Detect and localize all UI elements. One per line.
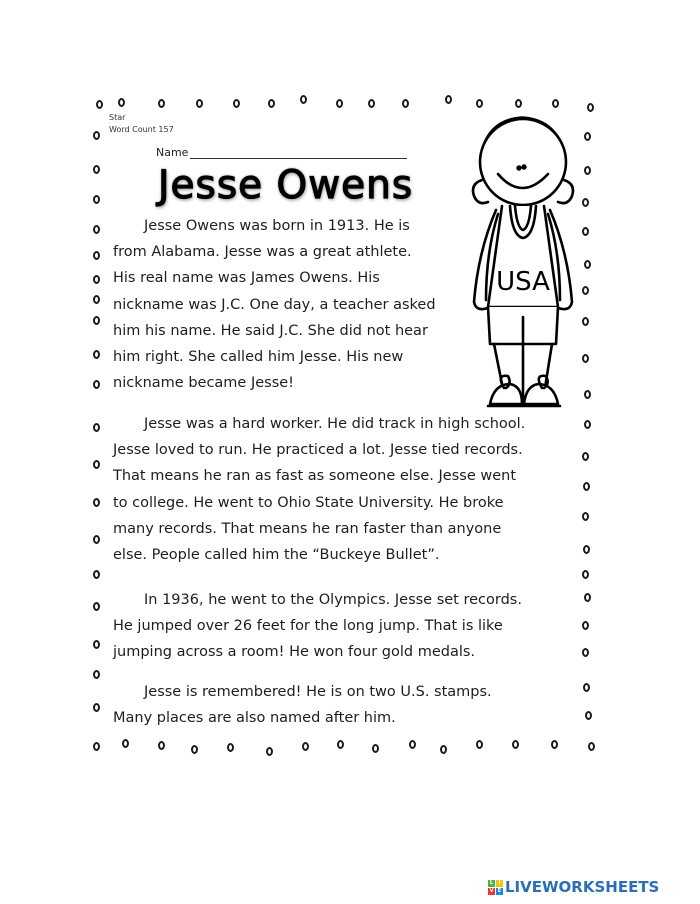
border-circle-bottom <box>93 742 100 751</box>
border-circle-left <box>93 703 100 712</box>
text-line: Jesse loved to run. He practiced a lot. Jesse tied records. <box>113 442 523 459</box>
border-circle-top <box>552 99 559 108</box>
brand-name: LIVEWORKSHEETS <box>505 878 660 896</box>
border-circle-top <box>118 98 125 107</box>
name-label: Name <box>156 146 189 159</box>
text-line: Many places are also named after him. <box>113 710 396 727</box>
border-circle-top <box>196 99 203 108</box>
border-circle-top <box>300 95 307 104</box>
border-circle-left <box>93 165 100 174</box>
border-circle-right <box>582 648 589 657</box>
border-circle-bottom <box>227 743 234 752</box>
level-label: Star <box>109 113 126 122</box>
border-circle-right <box>583 683 590 692</box>
border-circle-right <box>585 711 592 720</box>
text-line: In 1936, he went to the Olympics. Jesse set records. <box>144 592 522 608</box>
text-line: He jumped over 26 feet for the long jump. That is like <box>113 618 503 635</box>
worksheet-title: Jesse Owens <box>158 163 414 208</box>
border-circle-bottom <box>476 740 483 749</box>
border-circle-left <box>93 225 100 234</box>
border-circle-left <box>93 423 100 432</box>
border-circle-bottom <box>440 745 447 754</box>
border-circle-left <box>93 570 100 579</box>
border-circle-left <box>93 670 100 679</box>
paragraph-4 <box>113 679 492 731</box>
text-line: nickname became Jesse! <box>113 375 294 392</box>
border-circle-bottom <box>512 740 519 749</box>
border-circle-left <box>93 195 100 204</box>
border-circle-top <box>445 95 452 104</box>
text-line: else. People called him the “Buckeye Bullet”. <box>113 547 440 564</box>
paragraph-1 <box>113 213 436 396</box>
border-circle-right <box>584 593 591 602</box>
border-circle-left <box>93 275 100 284</box>
word-count-label: Word Count 157 <box>109 125 174 134</box>
logo-letter: L <box>489 879 494 886</box>
border-circle-bottom <box>122 739 129 748</box>
border-circle-bottom <box>409 740 416 749</box>
border-circle-left <box>93 295 100 304</box>
border-circle-bottom <box>337 740 344 749</box>
paragraph-3 <box>113 587 522 666</box>
border-circle-right <box>583 545 590 554</box>
border-circle-top <box>402 99 409 108</box>
boy-athlete-illustration <box>460 112 590 417</box>
text-line: Jesse Owens was born in 1913. He is <box>144 218 410 234</box>
logo-letter: E <box>497 887 502 894</box>
logo-letter: V <box>489 887 494 894</box>
border-circle-top <box>158 99 165 108</box>
text-line: That means he ran as fast as someone else. Jesse went <box>113 468 517 485</box>
text-line: Jesse was a hard worker. He did track in high school. <box>144 416 526 432</box>
border-circle-left <box>93 316 100 325</box>
border-circle-left <box>93 535 100 544</box>
live-logo-mark-icon <box>488 880 503 895</box>
border-circle-bottom <box>372 744 379 753</box>
border-circle-right <box>582 512 589 521</box>
text-line: from Alabama. Jesse was a great athlete. <box>113 244 412 261</box>
border-circle-top <box>336 99 343 108</box>
border-circle-left <box>93 602 100 611</box>
border-circle-right <box>583 482 590 491</box>
border-circle-right <box>582 452 589 461</box>
border-circle-left <box>93 498 100 507</box>
border-circle-top <box>476 99 483 108</box>
border-circle-right <box>582 621 589 630</box>
text-line: him right. She called him Jesse. His new <box>113 349 404 366</box>
text-line: His real name was James Owens. His <box>113 270 380 287</box>
border-circle-bottom <box>266 747 273 756</box>
border-circle-top <box>515 99 522 108</box>
border-circle-left <box>93 380 100 389</box>
border-circle-left <box>93 251 100 260</box>
text-line: to college. He went to Ohio State University. He broke <box>113 494 504 511</box>
text-line: jumping across a room! He won four gold medals. <box>113 644 476 661</box>
border-circle-top <box>268 99 275 108</box>
logo-letter: I <box>496 880 503 887</box>
border-circle-bottom <box>302 742 309 751</box>
border-circle-left <box>93 460 100 469</box>
border-circle-bottom <box>158 741 165 750</box>
text-line: many records. That means he ran faster than anyone <box>113 520 502 537</box>
border-circle-top <box>587 103 594 112</box>
border-circle-left <box>93 350 100 359</box>
border-circle-top <box>233 99 240 108</box>
border-circle-bottom <box>551 740 558 749</box>
liveworksheets-logo[interactable] <box>488 878 659 896</box>
border-circle-top <box>96 100 103 109</box>
name-field-line[interactable] <box>190 158 407 159</box>
text-line: him his name. He said J.C. She did not hear <box>113 322 428 339</box>
border-circle-top <box>368 99 375 108</box>
border-circle-right <box>584 420 591 429</box>
text-line: nickname was J.C. One day, a teacher asked <box>113 296 436 313</box>
border-circle-left <box>93 131 100 140</box>
border-circle-bottom <box>191 745 198 754</box>
text-line: Jesse is remembered! He is on two U.S. stamps. <box>144 684 492 700</box>
paragraph-2 <box>113 411 525 568</box>
svg-text:USA: USA <box>496 267 550 297</box>
border-circle-right <box>582 570 589 579</box>
border-circle-left <box>93 640 100 649</box>
border-circle-bottom <box>588 742 595 751</box>
